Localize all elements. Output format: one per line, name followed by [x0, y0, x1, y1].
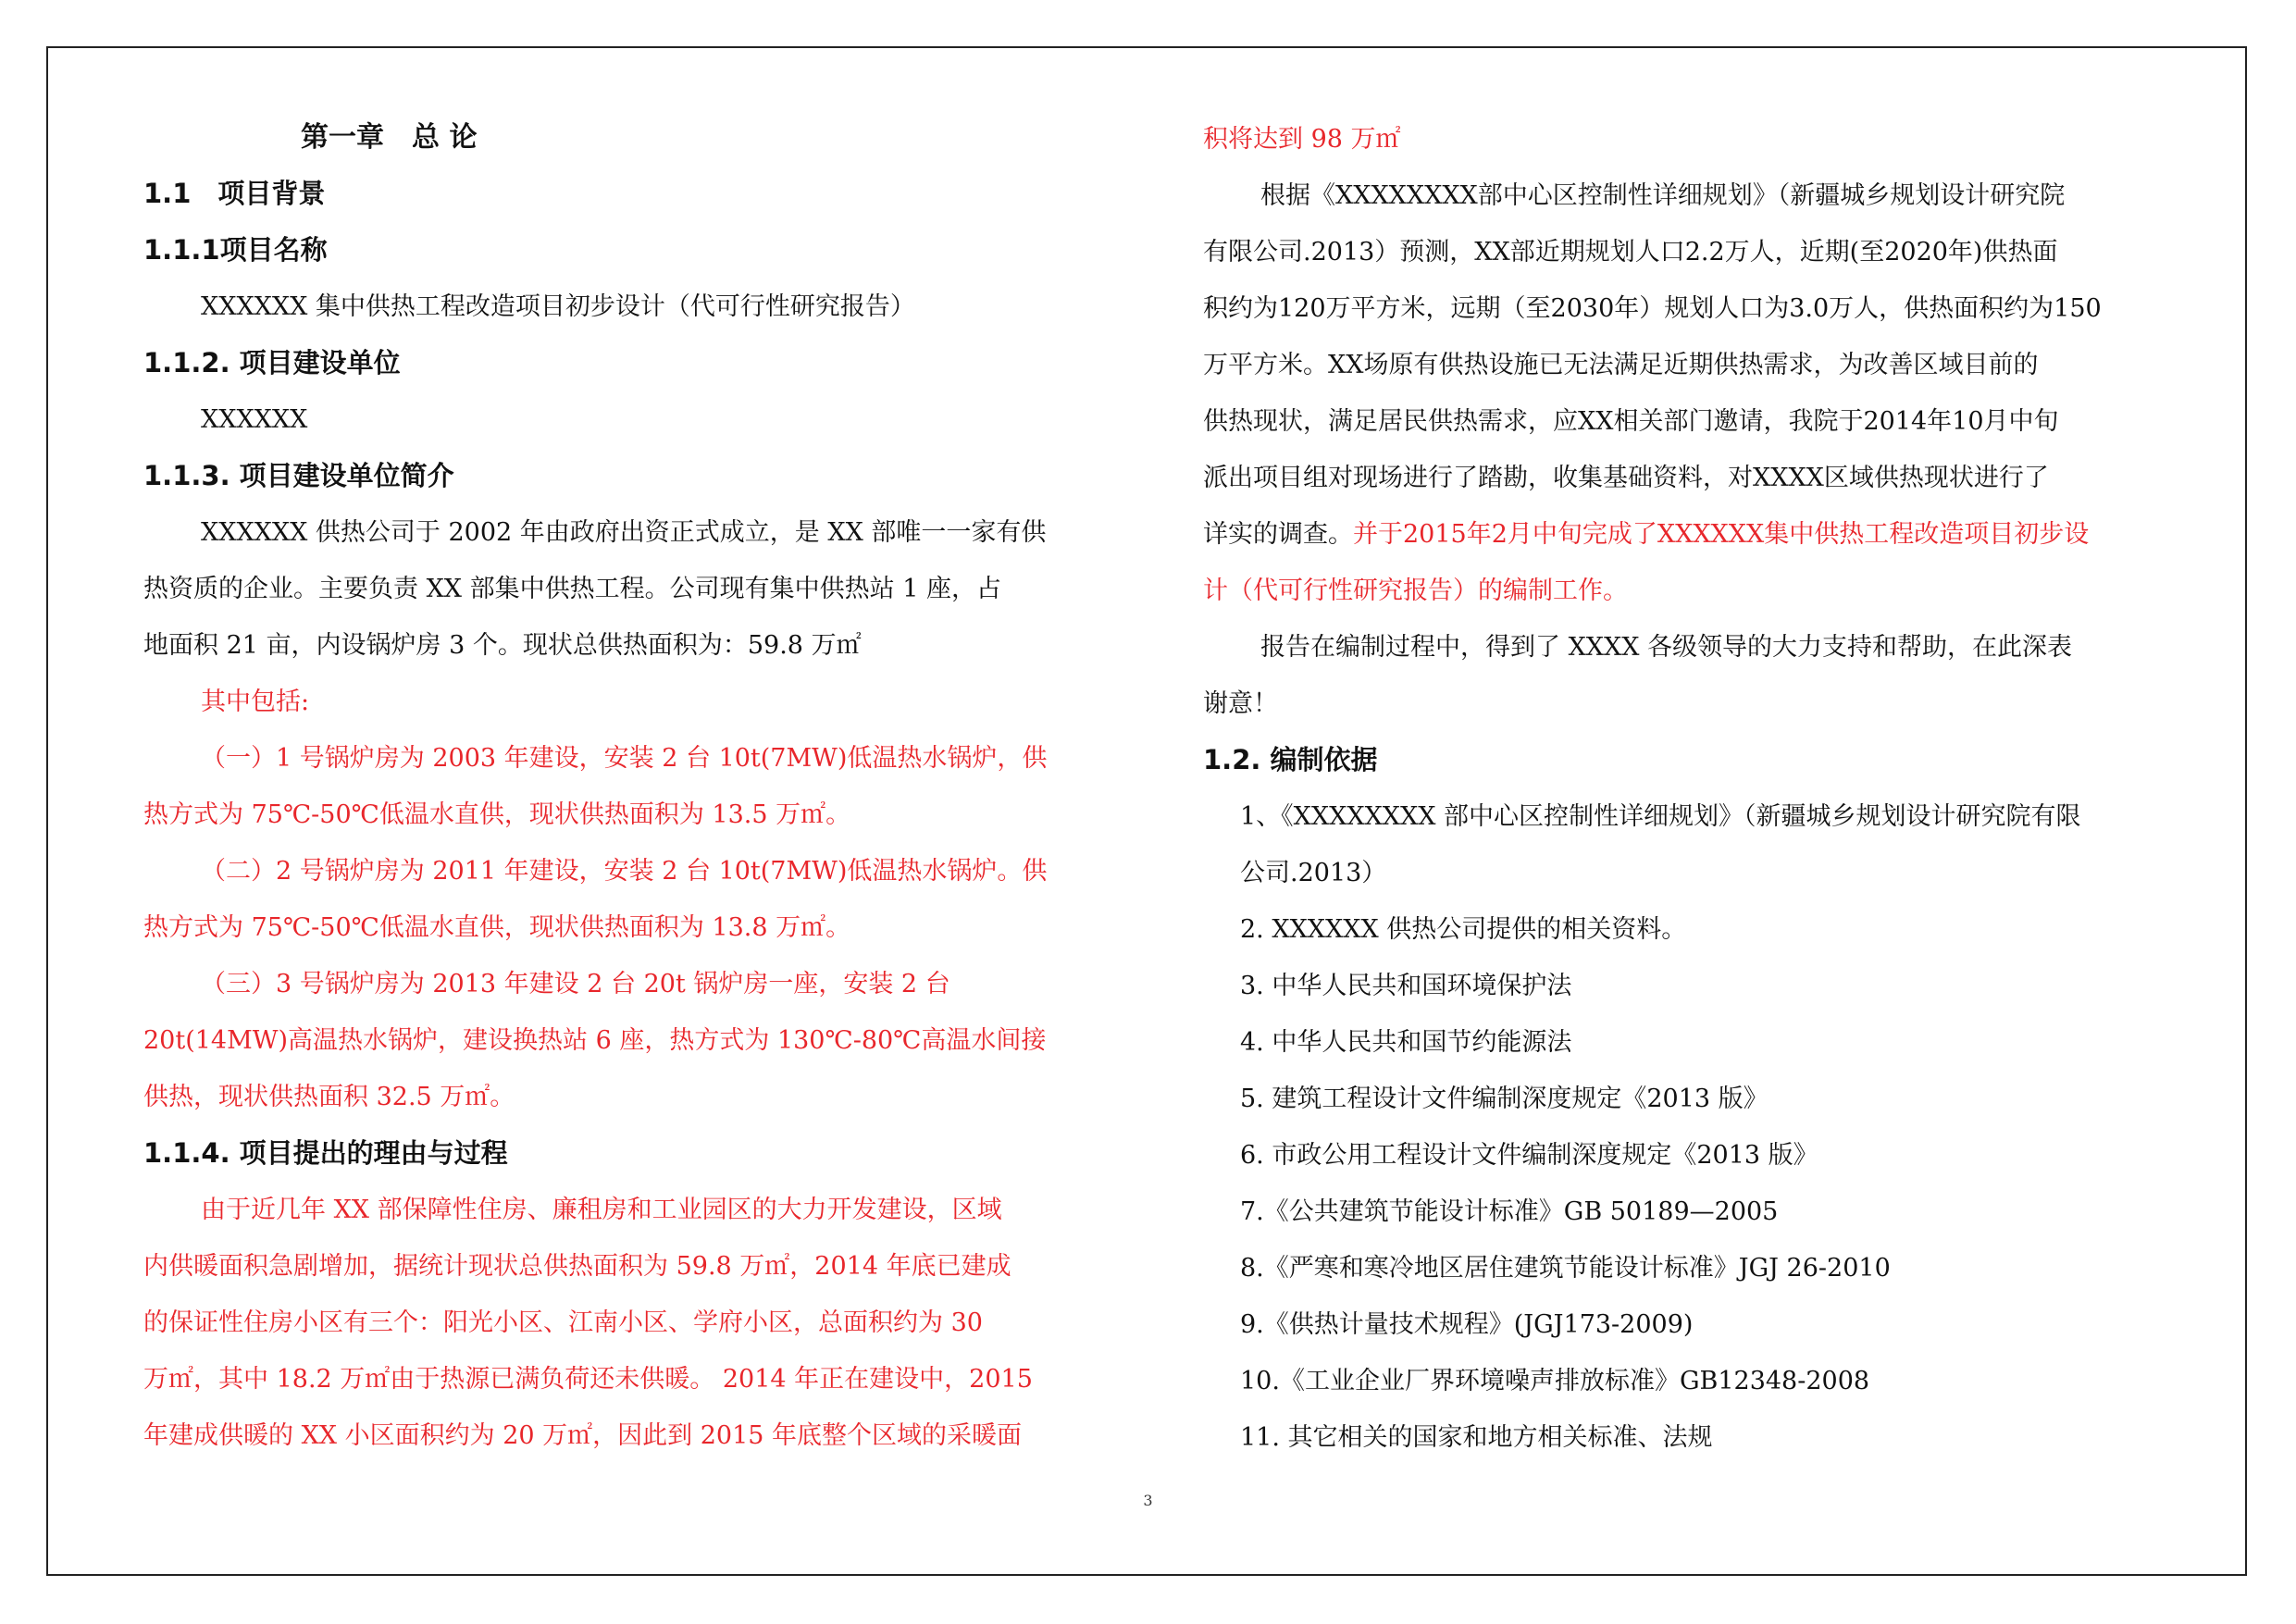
reason-line: 由于近几年 XX 部保障性住房、廉租房和工业园区的大力开发建设，区域: [201, 1196, 1002, 1224]
heading-1-1-3: 1.1.3. 项目建设单位简介: [143, 460, 454, 491]
reason-line: 内供暖面积急剧增加，据统计现状总供热面积为 59.8 万㎡，2014 年底已建成: [143, 1252, 1011, 1281]
boiler-line: （一）1 号锅炉房为 2003 年建设，安装 2 台 10t(7MW)低温热水锅炉，供: [201, 744, 1048, 773]
reason-line: 的保证性住房小区有三个：阳光小区、江南小区、学府小区，总面积约为 30: [143, 1308, 983, 1337]
ref-item: 2. XXXXXX 供热公司提供的相关资料。: [1240, 915, 1687, 944]
continued-line: 积将达到 98 万㎡: [1203, 125, 1401, 154]
ref-item: 11. 其它相关的国家和地方相关标准、法规: [1240, 1423, 1713, 1452]
basis-line: 供热现状，满足居民供热需求，应XX相关部门邀请，我院于2014年10月中旬: [1203, 407, 2059, 436]
ref-item: 10.《工业企业厂界环境噪声排放标准》GB12348-2008: [1240, 1367, 1870, 1395]
ref-item: 公司.2013）: [1240, 859, 1387, 887]
ref-item: 1、《XXXXXXXX 部中心区控制性详细规划》（新疆城乡规划设计研究院有限: [1240, 802, 2081, 831]
basis-line: 积约为120万平方米，远期（至2030年）规划人口为3.0万人，供热面积约为150: [1203, 294, 2102, 323]
basis-line: 有限公司.2013）预测，XX部近期规划人口2.2万人，近期(至2020年)供热面: [1203, 238, 2058, 267]
heading-1-1-2: 1.1.2. 项目建设单位: [143, 347, 401, 378]
heading-1-1-4: 1.1.4. 项目提出的理由与过程: [143, 1137, 508, 1169]
ref-item: 4. 中华人民共和国节约能源法: [1240, 1028, 1572, 1057]
heading-1-1: 1.1 项目背景: [143, 178, 326, 209]
thanks-line: 谢意！: [1203, 689, 1278, 718]
reason-line: 万㎡，其中 18.2 万㎡由于热源已满负荷还未供暖。 2014 年正在建设中，2015: [143, 1365, 1033, 1394]
detail-red-line: 计（代可行性研究报告）的编制工作。: [1203, 576, 1628, 605]
intro-line: 热资质的企业。主要负责 XX 部集中供热工程。公司现有集中供热站 1 座，占: [143, 575, 1001, 603]
construction-unit: XXXXXX: [201, 405, 308, 434]
basis-line: 万平方米。XX场原有供热设施已无法满足近期供热需求，为改善区域目前的: [1203, 351, 2039, 379]
boiler-line: 热方式为 75℃-50℃低温水直供，现状供热面积为 13.5 万㎡。: [143, 800, 851, 829]
basis-line: 派出项目组对现场进行了踏勘，收集基础资料，对XXXX区域供热现状进行了: [1203, 464, 2049, 492]
chapter-title: 第一章 总 论: [301, 121, 478, 154]
ref-item: 8.《严寒和寒冷地区居住建筑节能设计标准》JGJ 26-2010: [1240, 1254, 1891, 1283]
intro-line: XXXXXX 供热公司于 2002 年由政府出资正式成立，是 XX 部唯一一家有供: [201, 518, 1047, 547]
ref-item: 7.《公共建筑节能设计标准》GB 50189—2005: [1240, 1197, 1779, 1226]
detail-line: [1203, 506, 2171, 563]
ref-item: 9.《供热计量技术规程》(JGJ173-2009): [1240, 1310, 1694, 1339]
boiler-line: （二）2 号锅炉房为 2011 年建设，安装 2 台 10t(7MW)低温热水锅炉。供: [201, 857, 1048, 886]
ref-item: 5. 建筑工程设计文件编制深度规定《2013 版》: [1240, 1085, 1769, 1113]
thanks-line: 报告在编制过程中，得到了 XXXX 各级领导的大力支持和帮助，在此深表: [1260, 633, 2073, 662]
boiler-line: 20t(14MW)高温热水锅炉，建设换热站 6 座，热方式为 130℃-80℃高温水间接: [143, 1026, 1047, 1055]
boiler-line: 供热，现状供热面积 32.5 万㎡。: [143, 1083, 515, 1111]
detail-red-text: 并于2015年2月中旬完成了XXXXXX集中供热工程改造项目初步设: [1353, 520, 2090, 549]
basis-line: 根据《XXXXXXXX部中心区控制性详细规划》（新疆城乡规划设计研究院: [1260, 181, 2066, 210]
left-column: [143, 109, 1115, 1464]
intro-line: 地面积 21 亩，内设锅炉房 3 个。现状总供热面积为：59.8 万㎡: [143, 631, 862, 660]
boiler-line: （三）3 号锅炉房为 2013 年建设 2 台 20t 锅炉房一座，安装 2 台: [201, 970, 950, 998]
reason-line: 年建成供暖的 XX 小区面积约为 20 万㎡，因此到 2015 年底整个区域的采暖面: [143, 1421, 1023, 1450]
detail-black-text: 详实的调查。: [1203, 520, 1353, 549]
ref-item: 3. 中华人民共和国环境保护法: [1240, 972, 1572, 1000]
ref-item: 6. 市政公用工程设计文件编制深度规定《2013 版》: [1240, 1141, 1818, 1170]
right-column: [1203, 125, 2171, 1466]
boiler-line: 热方式为 75℃-50℃低温水直供，现状供热面积为 13.8 万㎡。: [143, 913, 851, 942]
heading-1-2: 1.2. 编制依据: [1203, 744, 1378, 775]
heading-1-1-1: 1.1.1项目名称: [143, 234, 328, 266]
page-number: 3: [1143, 1492, 1153, 1509]
project-name: XXXXXX 集中供热工程改造项目初步设计（代可行性研究报告）: [201, 292, 915, 321]
include-label: 其中包括:: [201, 688, 310, 716]
